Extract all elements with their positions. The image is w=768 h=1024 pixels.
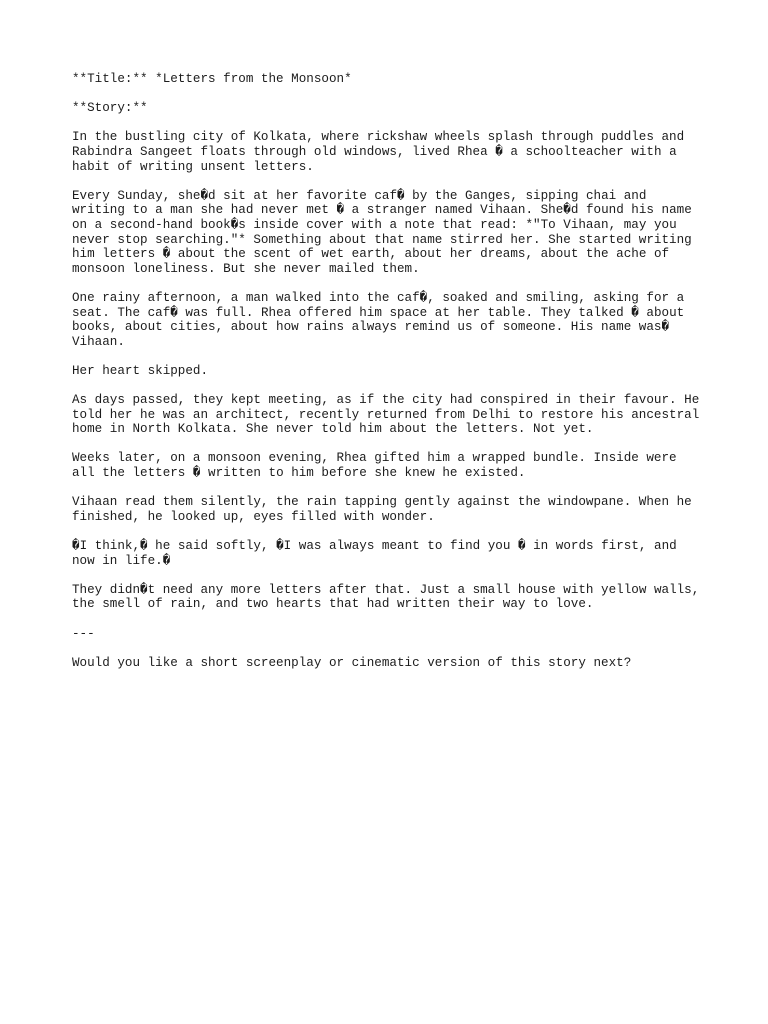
story-paragraph: They didn�t need any more letters after that. Just a small house with yellow walls, the smell of rain, and two hearts that had written their way to love.	[72, 582, 700, 612]
story-paragraph: Every Sunday, she�d sit at her favorite caf� by the Ganges, sipping chai and writing to a man she had never met � a stranger named Vihaan. She�d found his name on a second-hand book�s inside cover with a note that read: *"To Vihaan, may you never stop searching."* Something about that name stirred her. She started writing him letters � about the scent of wet earth, about her dreams, about the ache of monsoon loneliness. But she never mailed them.	[72, 188, 692, 276]
story-heading: **Story:**	[72, 101, 148, 116]
story-paragraph: �I think,� he said softly, �I was always meant to find you � in words first, and now in life.�	[72, 539, 677, 568]
closing-question: Would you like a short screenplay or cinematic version of this story next?	[72, 655, 632, 670]
story-paragraph: In the bustling city of Kolkata, where rickshaw wheels splash through puddles and Rabindra Sangeet floats through old windows, lived Rhea � a schoolteacher with a habit of writing unsent letters.	[72, 130, 685, 174]
story-paragraph: As days passed, they kept meeting, as if the city had conspired in their favour. He told her he was an architect, recently returned from Delhi to restore his ancestral home in North Kolkata. She never told him about the letters. Not yet.	[72, 393, 700, 437]
separator-line: ---	[72, 626, 95, 641]
story-paragraph: Vihaan read them silently, the rain tapping gently against the windowpane. When he finished, he looked up, eyes filled with wonder.	[72, 495, 692, 524]
document-body	[72, 72, 712, 685]
story-paragraph: Weeks later, on a monsoon evening, Rhea gifted him a wrapped bundle. Inside were all the letters � written to him before she knew he existed.	[72, 451, 677, 481]
story-paragraph: One rainy afternoon, a man walked into the caf�, soaked and smiling, asking for a seat. The caf� was full. Rhea offered him space at her table. They talked � about books, about cities, about how rains always remind us of someone. His name was� Vihaan.	[72, 290, 685, 349]
story-paragraph: Her heart skipped.	[72, 363, 209, 378]
title-line: **Title:** *Letters from the Monsoon*	[72, 72, 352, 86]
